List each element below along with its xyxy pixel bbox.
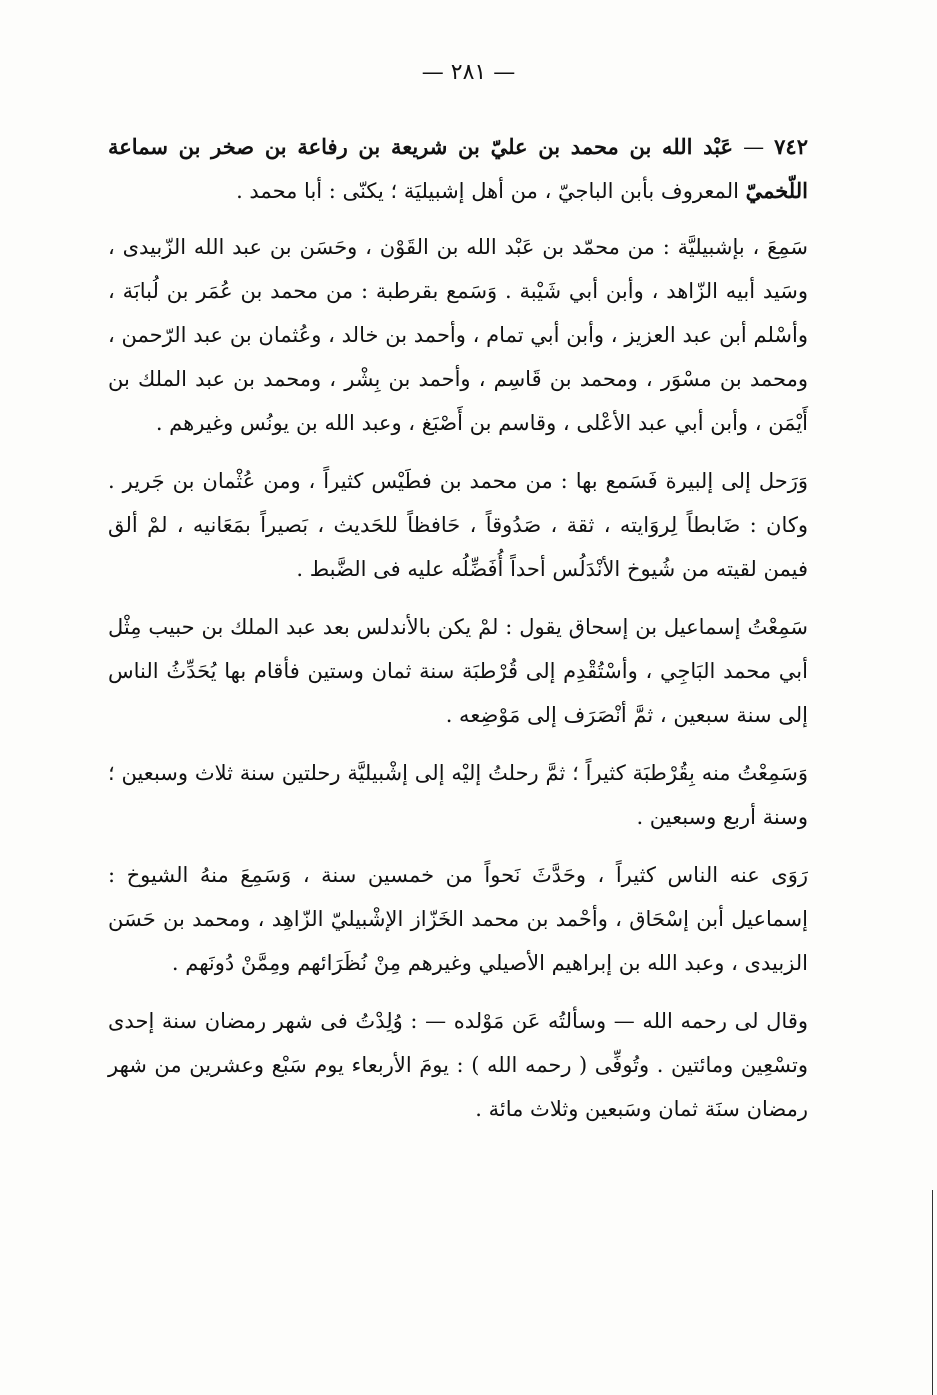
entry-number: ٧٤٢ (774, 134, 808, 159)
paragraph-teachers: سَمِعَ ، بإشبيليَّة : من محمّد بن عَبْد الله بن القَوْن ، وحَسَن بن عبد الله الزّبيدى ، وسَيد أبيه الزّاهد ، وأبن أبي شَيْبة . وَسَمع بقرطبة : من محمد بن عُمَر بن لُبابَة ، وأسْلم أبن عبد العزيز ، وأبن أبي تمام ، وأحمد بن خالد ، وعُثمان بن عبد الرّحمن ، ومحمد بن مسْوَر ، ومحمد بن قَاسِم ، وأحمد بن بِشْر ، ومحمد بن عبد الملك بن أَيْمَن ، وأبن أبي عبد الأعْلى ، وقاسم بن أَصْبَغ ، وعبد الله بن يونُس وغيرهم . (108, 235, 809, 435)
page-edge-line (932, 1190, 933, 1395)
entry-heading-paragraph (108, 125, 808, 213)
paragraph-birth-death: وقال لى رحمه الله — وسألتُه عَن مَوْلده — : وُلِدْتُ فى شهر رمضان سنة إحدى وتسْعِين ومائتين . وتُوفِّى ( رحمه الله ) : يومَ الأربعاء يوم سَبْع وعشرين من شهر رمضان سنَة ثمان وسَبعين وثلاث مائة . (108, 1009, 808, 1121)
entry-description: المعروف بأبن الباجيّ ، من أهل إشبيليَة ؛ يكنّى : أبا محمد . (236, 179, 746, 203)
entry-dash: — (733, 135, 775, 159)
paragraph-students: رَوَى عنه الناس كثيراً ، وحَدَّثَ نَحواً من خمسين سنة ، وَسَمِعَ منهُ الشيوخ : إسماعيل أبن إسْحَاق ، وأحْمد بن محمد الخَزّاز الإشْبيليّ الزّاهِد ، ومحمد بن حَسَن الزبيدى ، وعبد الله بن إبراهيم الأصيلي وغيرهم مِنْ نُظَرَائهم ومِمَّنْ دُونَهم . (108, 863, 808, 975)
page-content (108, 125, 808, 1145)
paragraph-travel: وَرَحل إلى إلبيرة فَسَمع بها : من محمد بن فطَيْس كثيراً ، ومن عُثْمان بن جَرير . وكان : ضَابطاً لِروَايته ، ثقة ، صَدُوقاً ، حَافظاً للحَديث ، بَصيراً بمَعَانيه ، لمْ ألق فيمن لقيته من شُيوخ الأنْدَلُس أحداً أُفَضِّلُه عليه فى الضَّبط . (108, 469, 808, 581)
entry-name: عَبْد الله بن محمد بن عليّ بن شريعة بن رفاعة بن صخر بن سماعة اللّخميّ (108, 134, 808, 203)
page-number: — ٢٨١ — (421, 60, 516, 85)
paragraph-testimony: سَمِعْتُ إسماعيل بن إسحاق يقول : لمْ يكن بالأندلس بعد عبد الملك بن حبيب مِثْل أبي محمد البَاجِي ، وأسْتُقْدِم إلى قُرْطبَة سنة ثمان وستين فأقام بها يُحَدِّثُ الناس إلى سنة سبعين ، ثمَّ أنْصَرَف إلى مَوْضِعه . (108, 615, 808, 727)
paragraph-author-study: وَسَمِعْتُ منه بِقُرْطبَة كثيراً ؛ ثمَّ رحلتُ إليْه إلى إشْبيليَّة رحلتين سنة ثلاث وسبعين ؛ وسنة أربع وسبعين . (108, 761, 808, 829)
